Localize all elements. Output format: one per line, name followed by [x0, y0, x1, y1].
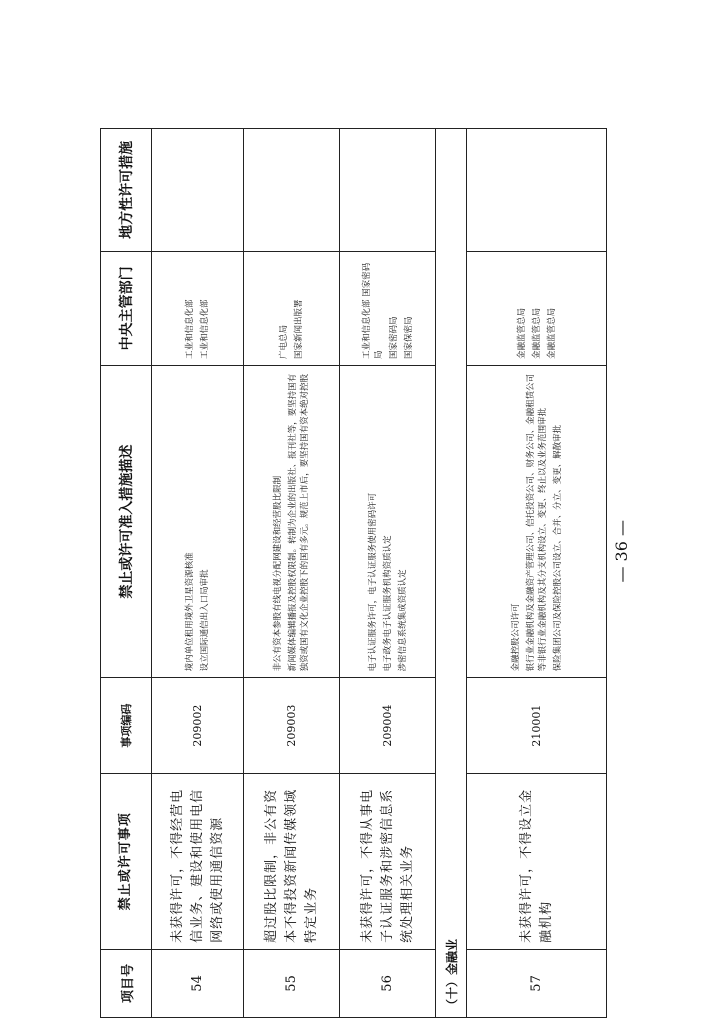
row-code: 210001 [467, 678, 607, 773]
row-item: 未获得许可，不得经营电信业务、建设和使用电信网络或使用通信资源 [152, 773, 244, 949]
page-number: — 36 — [612, 520, 631, 583]
row-dept [340, 251, 436, 365]
header-code: 事项编码 [101, 678, 152, 773]
dept-line: 国家新闻出版署 [294, 299, 304, 359]
row-desc [244, 365, 340, 677]
dept-line: 金融监管总局 [546, 307, 557, 359]
row-item: 超过股比限制，非公有资本不得投资新闻传媒领域特定业务 [244, 773, 340, 949]
table-header-row [101, 129, 152, 1018]
desc-line: 新闻媒体编辑播报及控股权限制。转制为企业的出版社、报刊社等，要坚持国有独资或国有文化企业控股下的国有多元。规范上市后，要坚持国有资本绝对控股 [288, 373, 310, 672]
row-desc [340, 365, 436, 677]
desc-line: 金融控股公司许可 [510, 603, 521, 672]
row-no: 56 [340, 949, 436, 1017]
permit-table [100, 128, 607, 1018]
dept-line: 广电总局 [279, 324, 289, 359]
header-item: 禁止或许可事项 [101, 773, 152, 949]
dept-line: 工业和信息化部 [200, 299, 210, 359]
desc-line: 银行业金融机构及金融资产管理公司、信托投资公司、财务公司、金融租赁公司等非银行业金融机构及其分支机构设立、变更、终止以及业务范围审批 [525, 373, 548, 672]
row-local [467, 129, 607, 252]
header-no: 项目号 [101, 949, 152, 1017]
desc-line: 设立国际通信出入口局审批 [200, 569, 210, 672]
table-row [340, 129, 436, 1018]
row-no: 55 [244, 949, 340, 1017]
row-dept [467, 251, 607, 365]
row-desc [152, 365, 244, 677]
header-desc: 禁止或许可准入措施描述 [101, 365, 152, 677]
desc-line: 涉密信息系统集成资质认定 [397, 569, 408, 672]
rotated-page [100, 128, 613, 1018]
section-row [436, 129, 467, 1018]
section-title: （十）金融业 [436, 129, 467, 1018]
header-dept: 中央主管部门 [101, 251, 152, 365]
desc-line: 保险集团公司及保险控股公司设立、合并、分立、变更、解散审批 [552, 424, 563, 672]
table-row [152, 129, 244, 1018]
dept-line: 金融监管总局 [531, 307, 542, 359]
table-row [467, 129, 607, 1018]
dept-line: 国家保密局 [403, 316, 414, 359]
row-code: 209002 [152, 678, 244, 773]
row-no: 54 [152, 949, 244, 1017]
row-local [244, 129, 340, 252]
row-desc [467, 365, 607, 677]
row-item: 未获得许可，不得设立金融机构 [467, 773, 607, 949]
header-local: 地方性许可措施 [101, 129, 152, 252]
desc-line: 非公有资本参股有线电视分配网建设和经营股比限制 [273, 475, 283, 672]
desc-line: 电子政务电子认证服务机构资质认定 [382, 535, 393, 672]
dept-line: 工业和信息化部 [185, 299, 195, 359]
row-item: 未获得许可，不得从事电子认证服务和涉密信息系统处理相关业务 [340, 773, 436, 949]
dept-line: 国家密码局 [388, 316, 399, 359]
row-local [152, 129, 244, 252]
desc-line: 境内单位租用境外卫星资源核准 [185, 552, 195, 672]
table-row [244, 129, 340, 1018]
row-dept [244, 251, 340, 365]
dept-line: 工业和信息化部 国家密码局 [361, 262, 384, 359]
row-code: 209004 [340, 678, 436, 773]
row-no: 57 [467, 949, 607, 1017]
dept-line: 金融监管总局 [516, 307, 527, 359]
row-dept [152, 251, 244, 365]
row-local [340, 129, 436, 252]
desc-line: 电子认证服务许可，电子认证服务使用密码许可 [367, 492, 378, 672]
row-code: 209003 [244, 678, 340, 773]
